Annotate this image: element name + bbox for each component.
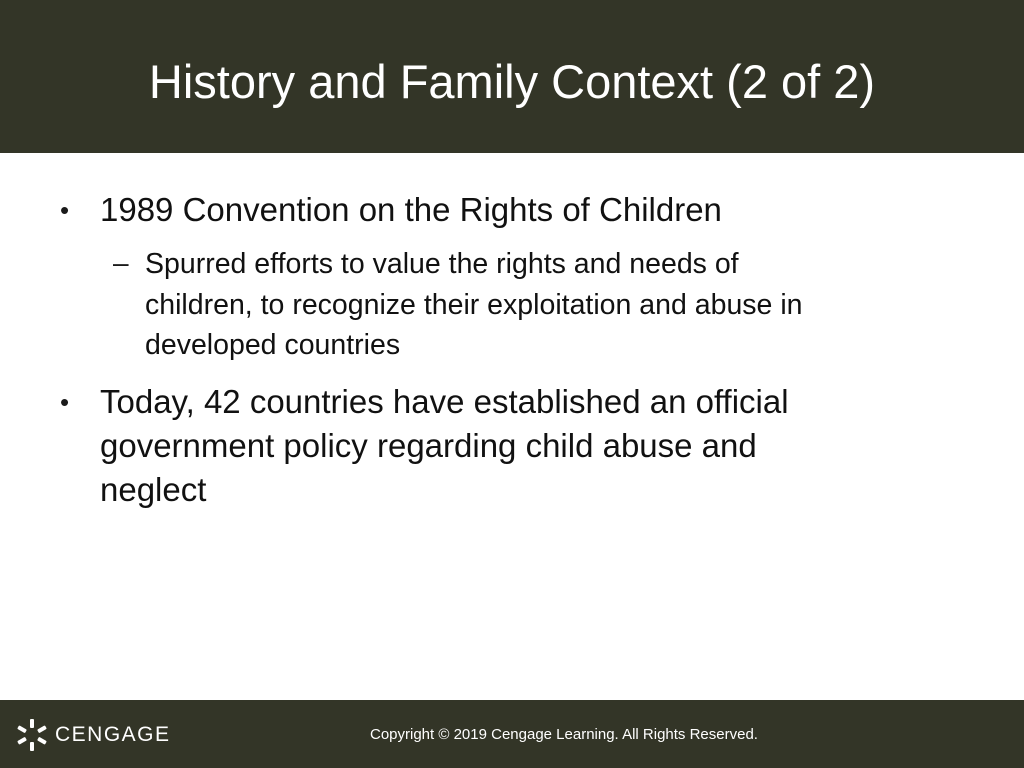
cengage-star-icon: [15, 718, 49, 752]
sub-bullet-marker: –: [113, 247, 129, 278]
sub-bullet-line-1: Spurred efforts to value the rights and needs of: [145, 248, 739, 280]
slide-title: History and Family Context (2 of 2): [148, 55, 876, 108]
sub-bullet-line-2: children, to recognize their exploitation and abuse in: [145, 289, 803, 321]
bullet-1-text: 1989 Convention on the Rights of Children: [100, 191, 722, 228]
copyright-notice: Copyright © 2019 Cengage Learning. All Rights Reserved.: [370, 726, 758, 743]
bullet-marker: •: [60, 387, 70, 417]
bullet-2-line-1: Today, 42 countries have established an official: [100, 383, 789, 420]
bullet-marker: •: [60, 195, 70, 225]
cengage-logo: [15, 717, 171, 753]
sub-bullet-line-3: developed countries: [145, 329, 401, 361]
bullet-2-line-2: government policy regarding child abuse and: [100, 427, 757, 464]
bullet-2-line-3: neglect: [100, 471, 207, 508]
slide-footer: [0, 700, 1024, 768]
logo-wordmark: CENGAGE: [55, 723, 171, 746]
